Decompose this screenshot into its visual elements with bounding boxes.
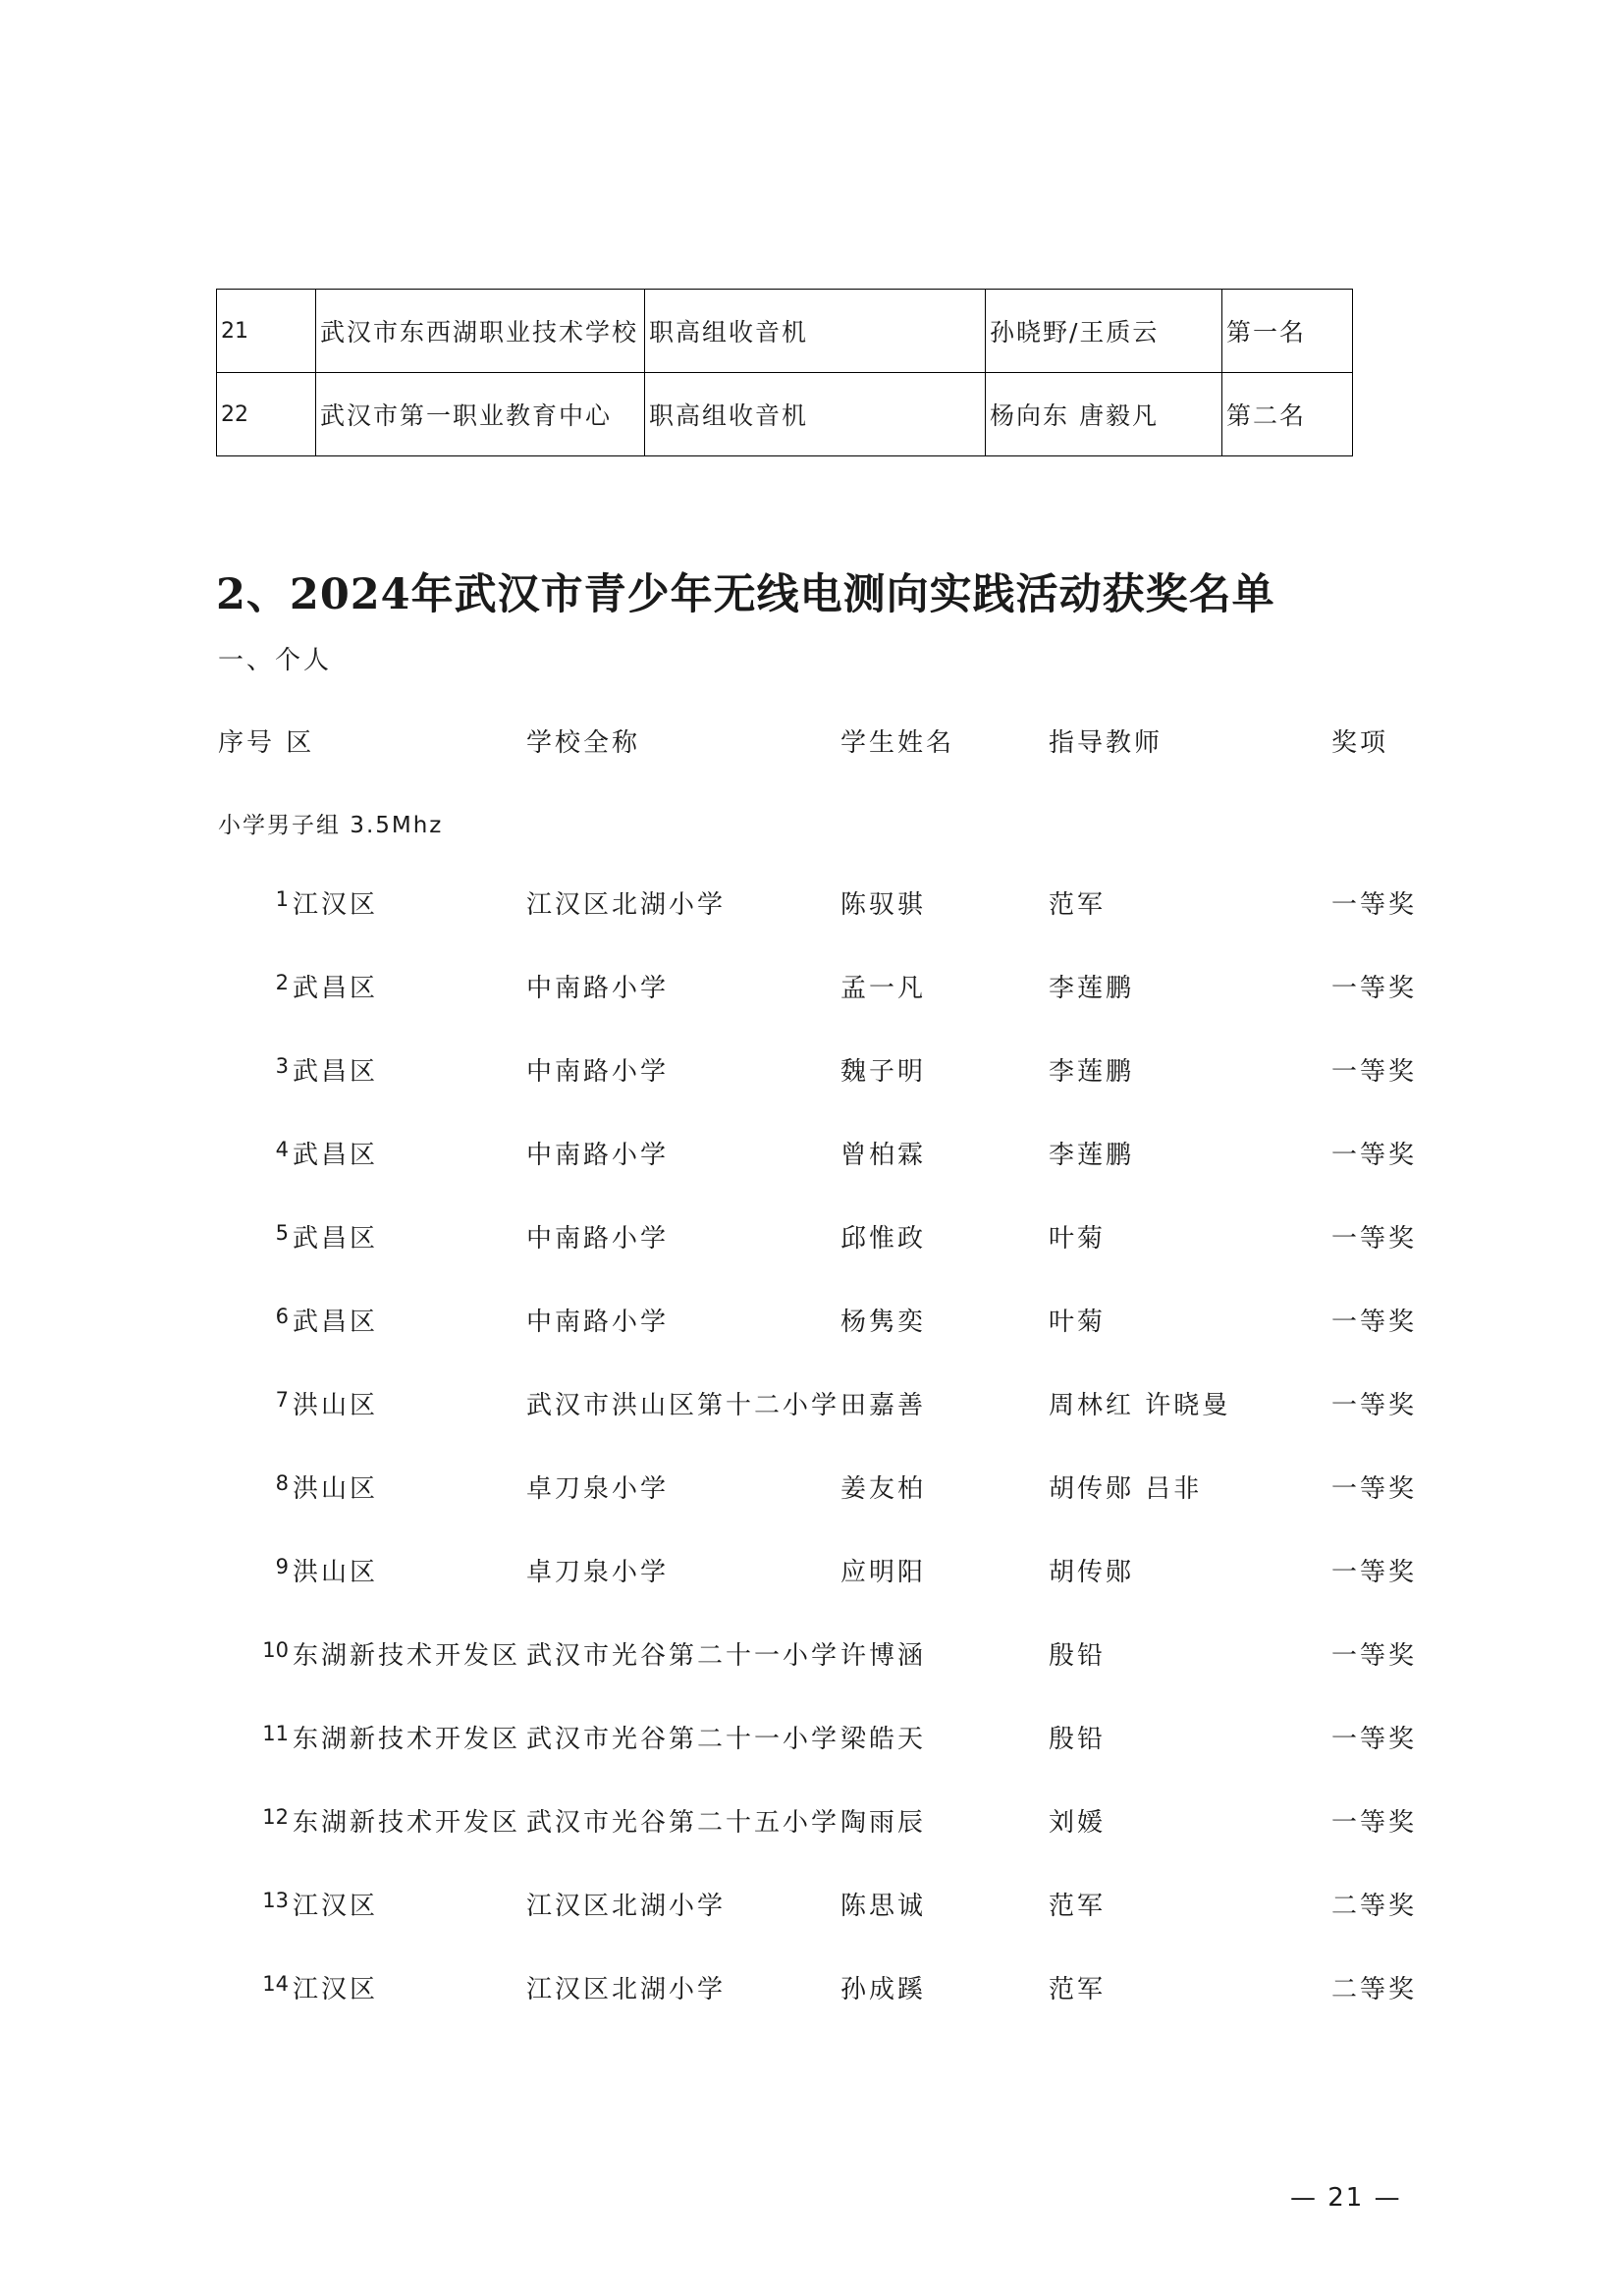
row-teacher: 范军 bbox=[1049, 1975, 1107, 2004]
row-district: 武昌区 bbox=[293, 1224, 379, 1254]
row-award: 一等奖 bbox=[1331, 1725, 1418, 1754]
row-award: 二等奖 bbox=[1331, 1892, 1418, 1921]
row-number: 1 bbox=[275, 887, 289, 911]
row-number: 12 bbox=[262, 1805, 289, 1829]
list-item bbox=[0, 968, 1624, 1051]
row-student: 陈驭骐 bbox=[840, 890, 927, 920]
list-item bbox=[0, 1385, 1624, 1468]
row-school: 卓刀泉小学 bbox=[526, 1558, 670, 1587]
list-item bbox=[0, 1468, 1624, 1552]
row-teacher: 范军 bbox=[1049, 890, 1107, 920]
row-award: 一等奖 bbox=[1331, 1808, 1418, 1838]
cell-no: 21 bbox=[217, 290, 316, 373]
list-item bbox=[0, 1886, 1624, 1969]
list-item bbox=[0, 884, 1624, 968]
row-district: 武昌区 bbox=[293, 974, 379, 1003]
row-number: 4 bbox=[275, 1138, 289, 1161]
sub-title-individual: 一、个人 bbox=[218, 646, 333, 675]
row-school: 武汉市光谷第二十五小学 bbox=[526, 1808, 840, 1838]
row-school: 中南路小学 bbox=[526, 1224, 670, 1254]
header-teacher: 指导教师 bbox=[1049, 728, 1164, 758]
row-teacher: 李莲鹏 bbox=[1049, 974, 1135, 1003]
row-number: 5 bbox=[275, 1221, 289, 1245]
row-number: 3 bbox=[275, 1054, 289, 1078]
row-number: 2 bbox=[275, 971, 289, 994]
cell-rank: 第二名 bbox=[1222, 373, 1353, 456]
row-teacher: 胡传郧 吕非 bbox=[1049, 1474, 1203, 1504]
row-award: 一等奖 bbox=[1331, 1224, 1418, 1254]
row-award: 一等奖 bbox=[1331, 1474, 1418, 1504]
list-item bbox=[0, 1802, 1624, 1886]
row-student: 陈思诚 bbox=[840, 1892, 927, 1921]
row-number: 13 bbox=[262, 1889, 289, 1912]
row-school: 中南路小学 bbox=[526, 1141, 670, 1170]
row-student: 姜友柏 bbox=[840, 1474, 927, 1504]
row-school: 中南路小学 bbox=[526, 1057, 670, 1087]
row-school: 中南路小学 bbox=[526, 974, 670, 1003]
row-student: 田嘉善 bbox=[840, 1391, 927, 1420]
list-item bbox=[0, 1719, 1624, 1802]
row-award: 一等奖 bbox=[1331, 1641, 1418, 1671]
row-school: 卓刀泉小学 bbox=[526, 1474, 670, 1504]
row-number: 7 bbox=[275, 1388, 289, 1412]
row-number: 14 bbox=[262, 1972, 289, 1996]
row-award: 一等奖 bbox=[1331, 974, 1418, 1003]
row-award: 一等奖 bbox=[1331, 1141, 1418, 1170]
cell-school: 武汉市东西湖职业技术学校 bbox=[316, 290, 645, 373]
row-award: 一等奖 bbox=[1331, 890, 1418, 920]
row-student: 陶雨辰 bbox=[840, 1808, 927, 1838]
cell-teachers: 孙晓野/王质云 bbox=[986, 290, 1222, 373]
row-student: 许博涵 bbox=[840, 1641, 927, 1671]
row-district: 东湖新技术开发区 bbox=[293, 1808, 521, 1838]
row-district: 江汉区 bbox=[293, 890, 379, 920]
winner-list bbox=[0, 884, 1624, 2053]
list-item bbox=[0, 1969, 1624, 2053]
row-district: 江汉区 bbox=[293, 1975, 379, 2004]
row-district: 东湖新技术开发区 bbox=[293, 1725, 521, 1754]
row-teacher: 刘媛 bbox=[1049, 1808, 1107, 1838]
row-district: 武昌区 bbox=[293, 1141, 379, 1170]
row-school: 江汉区北湖小学 bbox=[526, 1975, 727, 2004]
row-award: 二等奖 bbox=[1331, 1975, 1418, 2004]
row-district: 武昌区 bbox=[293, 1057, 379, 1087]
row-school: 武汉市洪山区第十二小学 bbox=[526, 1391, 840, 1420]
header-no-district: 序号 区 bbox=[218, 728, 315, 758]
header-award: 奖项 bbox=[1331, 728, 1389, 758]
row-teacher: 周林红 许晓曼 bbox=[1049, 1391, 1231, 1420]
section-title: 2、2024年武汉市青少年无线电测向实践活动获奖名单 bbox=[216, 570, 1275, 619]
row-teacher: 李莲鹏 bbox=[1049, 1057, 1135, 1087]
row-number: 6 bbox=[275, 1305, 289, 1328]
row-district: 江汉区 bbox=[293, 1892, 379, 1921]
row-student: 孙成蹊 bbox=[840, 1975, 927, 2004]
cell-school: 武汉市第一职业教育中心 bbox=[316, 373, 645, 456]
cell-rank: 第一名 bbox=[1222, 290, 1353, 373]
list-item bbox=[0, 1552, 1624, 1635]
list-item bbox=[0, 1635, 1624, 1719]
page-number: — 21 — bbox=[1290, 2183, 1402, 2213]
cell-teachers: 杨向东 唐毅凡 bbox=[986, 373, 1222, 456]
row-number: 8 bbox=[275, 1471, 289, 1495]
row-award: 一等奖 bbox=[1331, 1558, 1418, 1587]
row-school: 江汉区北湖小学 bbox=[526, 1892, 727, 1921]
cell-no: 22 bbox=[217, 373, 316, 456]
row-student: 邱惟政 bbox=[840, 1224, 927, 1254]
list-item bbox=[0, 1302, 1624, 1385]
row-student: 曾柏霖 bbox=[840, 1141, 927, 1170]
row-teacher: 叶菊 bbox=[1049, 1308, 1107, 1337]
table-row bbox=[217, 290, 1353, 373]
row-student: 杨隽奕 bbox=[840, 1308, 927, 1337]
row-number: 10 bbox=[262, 1638, 289, 1662]
header-school: 学校全称 bbox=[526, 728, 641, 758]
row-teacher: 殷铅 bbox=[1049, 1725, 1107, 1754]
row-number: 11 bbox=[262, 1722, 289, 1745]
row-award: 一等奖 bbox=[1331, 1308, 1418, 1337]
row-district: 东湖新技术开发区 bbox=[293, 1641, 521, 1671]
row-district: 洪山区 bbox=[293, 1391, 379, 1420]
table-row bbox=[217, 373, 1353, 456]
award-table-continued bbox=[216, 289, 1353, 456]
row-school: 江汉区北湖小学 bbox=[526, 890, 727, 920]
row-school: 中南路小学 bbox=[526, 1308, 670, 1337]
row-teacher: 殷铅 bbox=[1049, 1641, 1107, 1671]
row-student: 应明阳 bbox=[840, 1558, 927, 1587]
row-teacher: 李莲鹏 bbox=[1049, 1141, 1135, 1170]
row-school: 武汉市光谷第二十一小学 bbox=[526, 1641, 840, 1671]
row-student: 魏子明 bbox=[840, 1057, 927, 1087]
row-teacher: 叶菊 bbox=[1049, 1224, 1107, 1254]
row-district: 武昌区 bbox=[293, 1308, 379, 1337]
cell-group: 职高组收音机 bbox=[645, 373, 986, 456]
list-item bbox=[0, 1218, 1624, 1302]
row-school: 武汉市光谷第二十一小学 bbox=[526, 1725, 840, 1754]
row-district: 洪山区 bbox=[293, 1474, 379, 1504]
header-student: 学生姓名 bbox=[840, 728, 955, 758]
row-number: 9 bbox=[275, 1555, 289, 1578]
row-award: 一等奖 bbox=[1331, 1057, 1418, 1087]
row-teacher: 范军 bbox=[1049, 1892, 1107, 1921]
list-item bbox=[0, 1135, 1624, 1218]
list-item bbox=[0, 1051, 1624, 1135]
row-district: 洪山区 bbox=[293, 1558, 379, 1587]
row-student: 孟一凡 bbox=[840, 974, 927, 1003]
row-teacher: 胡传郧 bbox=[1049, 1558, 1135, 1587]
row-student: 梁皓天 bbox=[840, 1725, 927, 1754]
group-label: 小学男子组 3.5Mhz bbox=[218, 813, 444, 838]
cell-group: 职高组收音机 bbox=[645, 290, 986, 373]
row-award: 一等奖 bbox=[1331, 1391, 1418, 1420]
